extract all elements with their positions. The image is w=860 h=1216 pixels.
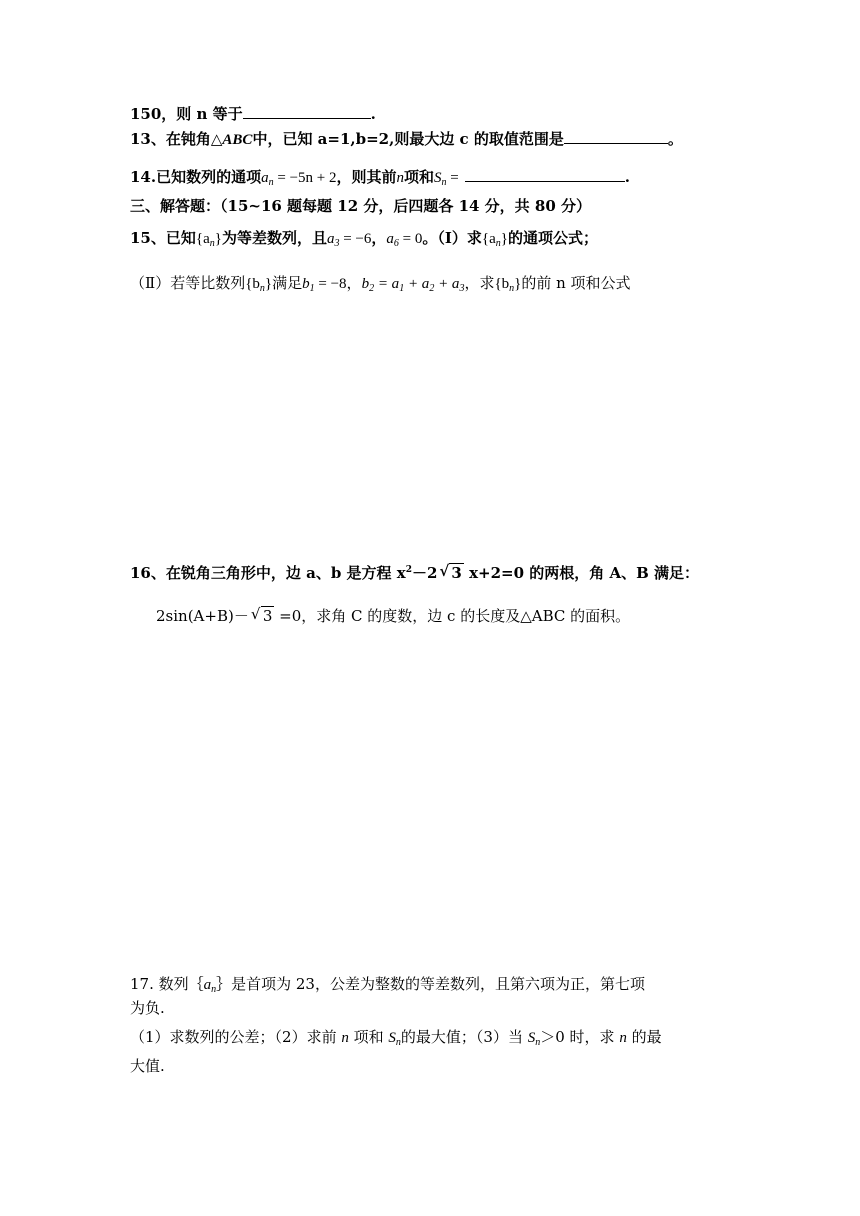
q14-mid2: 项和 [404,168,435,186]
set-an: $\{a_n\}$ [195,231,222,249]
q17-line2: 为负. [130,999,165,1017]
q14-text: 14.已知数列的通项 [130,168,262,186]
q14-end: . [624,168,630,186]
a-n: $a_n$ [203,977,217,995]
S-n: $S_n$ [388,1030,401,1048]
q13-text2: 中，已知 a=1,b=2,则最大边 c 的取值范围是 [252,130,564,148]
q16-line2: 2sin(A+B)－ √ 3 =0，求角 C 的度数，边 c 的长度及△ABC 的面积。 [156,605,631,625]
q13-text: 13、在钝角△ [130,130,223,148]
q12-tail-line [130,104,376,124]
q12-tail-text: 150，则 n 等于 [130,105,243,123]
S-n-2: $S_n$ [527,1030,541,1048]
q16-line1: 16、在锐角三角形中，边 a、b 是方程 $x^2-2$ √ 3 x+2=0 的两根，角 A、B 满足： [130,562,700,582]
q14-n: n [396,170,405,186]
set-an-2: $\{a_n\}$ [481,231,508,249]
answer-blank [243,104,371,119]
q13-end: 。 [667,130,683,148]
a3-eq: $a_3 = -6$ [326,231,372,249]
q17-line3: （1）求数列的公差；（2）求前 n 项和 $S_n$的最大值；（3）当 $S_n>0$ 时，求 n 的最 [130,1028,662,1048]
q14-line [130,167,630,188]
q14-mid: ，则其前 [336,168,397,186]
q15-line1: 15、已知$\{a_n\}$为等差数列，且$a_3 = -6$，$a_6 = 0$。（Ⅰ）求$\{a_n\}$的通项公式； [130,229,598,249]
q14-sum-symbol: $S_n$ = [434,170,459,188]
sqrt-3-b: √ 3 [250,605,273,625]
b1-eq: $b_1 = -8$ [302,276,347,294]
set-bn: $\{b_n\}$ [245,276,273,294]
q12-end: . [370,105,376,123]
section-3-title: 三、解答题：（15~16 题每题 12 分，后四题各 14 分，共 80 分） [130,197,591,215]
q15-line2: （Ⅱ）若等比数列$\{b_n\}$满足$b_1 = -8$，$b_2 = a_1 + a_2 + a_3$，求$\{b_n\}$的前 n 项和公式 [130,274,631,294]
a6-eq: $a_6 = 0$ [386,231,423,249]
answer-blank [465,167,625,182]
answer-blank [564,129,668,144]
q14-formula: $a_n = -5n + 2$ [261,170,337,188]
set-bn-2: $\{b_n\}$ [494,276,522,294]
b2-eq: $b_2 = a_1 + a_2 + a_3$ [361,276,465,294]
q17-line1: 17. 数列$\{a_n\}$是首项为 23，公差为整数的等差数列，且第六项为正，第七项 [130,975,645,995]
q13-line [130,129,683,150]
sqrt-3: √ 3 [439,562,462,582]
q17-line4: 大值. [130,1057,165,1075]
q13-triangle-name: ABC [222,132,253,148]
